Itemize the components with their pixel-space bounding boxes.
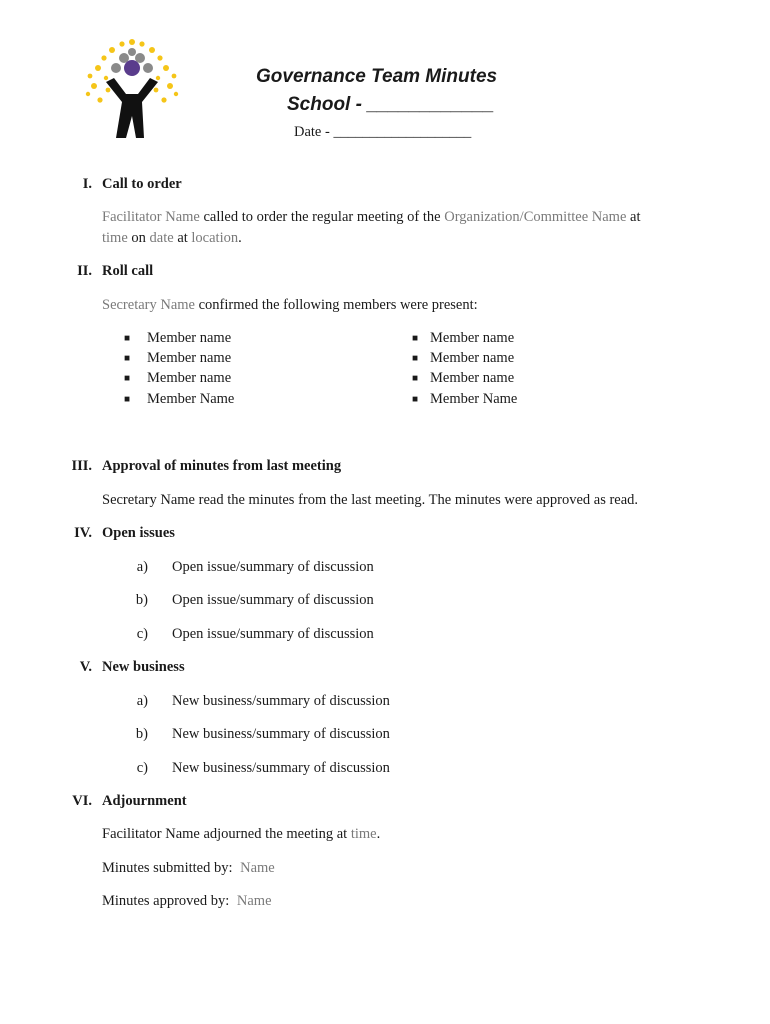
member-item: Member name bbox=[430, 370, 515, 386]
roll-call-line: Secretary Name confirmed the following members were present: bbox=[102, 297, 478, 313]
section-heading-new-business: New business bbox=[102, 659, 185, 675]
list-letter: a) bbox=[136, 693, 148, 709]
bullet-icon: ■ bbox=[412, 373, 419, 384]
bullet-icon: ■ bbox=[124, 373, 131, 384]
date-line: Date - ___________________ bbox=[294, 124, 472, 140]
new-business-item: New business/summary of discussion bbox=[172, 693, 390, 709]
bullet-icon: ■ bbox=[412, 333, 419, 344]
new-business-item: New business/summary of discussion bbox=[172, 760, 390, 776]
logo-figure bbox=[106, 78, 158, 138]
call-to-order-line-2: time on date at location. bbox=[102, 230, 242, 246]
location-placeholder: location bbox=[191, 230, 239, 246]
section-heading-call-to-order: Call to order bbox=[102, 176, 182, 192]
member-item: Member name bbox=[147, 350, 232, 366]
bullet-icon: ■ bbox=[412, 353, 419, 364]
member-item: Member Name bbox=[147, 391, 235, 407]
approver-name-placeholder: Name bbox=[236, 893, 272, 909]
member-item: Member Name bbox=[430, 391, 518, 407]
organization-name-placeholder: Organization/Committee Name bbox=[444, 209, 627, 225]
minutes-approved-label: Minutes approved by: bbox=[102, 893, 230, 909]
date-placeholder: date bbox=[149, 230, 174, 246]
school-logo bbox=[80, 36, 184, 142]
open-issue-item: Open issue/summary of discussion bbox=[172, 592, 374, 608]
section-heading-roll-call: Roll call bbox=[102, 263, 154, 279]
minutes-approved-line bbox=[102, 893, 272, 910]
new-business-item: New business/summary of discussion bbox=[172, 726, 390, 742]
bullet-icon: ■ bbox=[124, 394, 131, 405]
section-heading-open-issues: Open issues bbox=[102, 525, 175, 541]
logo-center-head bbox=[124, 60, 140, 76]
section-numeral: IV. bbox=[74, 525, 92, 541]
bullet-icon: ■ bbox=[124, 333, 131, 344]
member-item: Member name bbox=[430, 350, 515, 366]
open-issue-item: Open issue/summary of discussion bbox=[172, 559, 374, 575]
member-item: Member name bbox=[147, 330, 232, 346]
section-numeral: II. bbox=[77, 263, 92, 279]
school-line: School - ____________ bbox=[287, 94, 495, 115]
section-numeral: I. bbox=[82, 176, 92, 192]
section-numeral: III. bbox=[71, 458, 92, 474]
bullet-icon: ■ bbox=[124, 353, 131, 364]
list-letter: c) bbox=[136, 760, 148, 776]
document-title: Governance Team Minutes bbox=[256, 66, 498, 87]
list-letter: c) bbox=[136, 626, 148, 642]
list-letter: b) bbox=[135, 592, 148, 608]
submitter-name-placeholder: Name bbox=[240, 860, 275, 876]
open-issue-item: Open issue/summary of discussion bbox=[172, 626, 374, 642]
time-placeholder: time bbox=[350, 826, 377, 842]
call-to-order-line-1: Facilitator Name called to order the regular meeting of the Organization/Committee Name at bbox=[102, 209, 641, 225]
section-heading-adjournment: Adjournment bbox=[102, 793, 187, 809]
list-letter: a) bbox=[136, 559, 148, 575]
time-placeholder: time bbox=[102, 230, 128, 246]
section-heading-approval: Approval of minutes from last meeting bbox=[102, 458, 342, 474]
list-letter: b) bbox=[135, 726, 148, 742]
adjournment-line: Facilitator Name adjourned the meeting at time. bbox=[102, 826, 381, 842]
member-item: Member name bbox=[147, 370, 232, 386]
minutes-submitted-label: Minutes submitted by: bbox=[102, 860, 233, 876]
bullet-icon: ■ bbox=[412, 394, 419, 405]
secretary-name-placeholder: Secretary Name bbox=[102, 297, 195, 313]
member-item: Member name bbox=[430, 330, 515, 346]
section-numeral: VI. bbox=[72, 793, 92, 809]
facilitator-name-placeholder: Facilitator Name bbox=[102, 209, 200, 225]
approval-text: Secretary Name read the minutes from the last meeting. The minutes were approved as read. bbox=[102, 492, 639, 508]
minutes-submitted-line bbox=[102, 860, 275, 877]
section-numeral: V. bbox=[79, 659, 92, 675]
